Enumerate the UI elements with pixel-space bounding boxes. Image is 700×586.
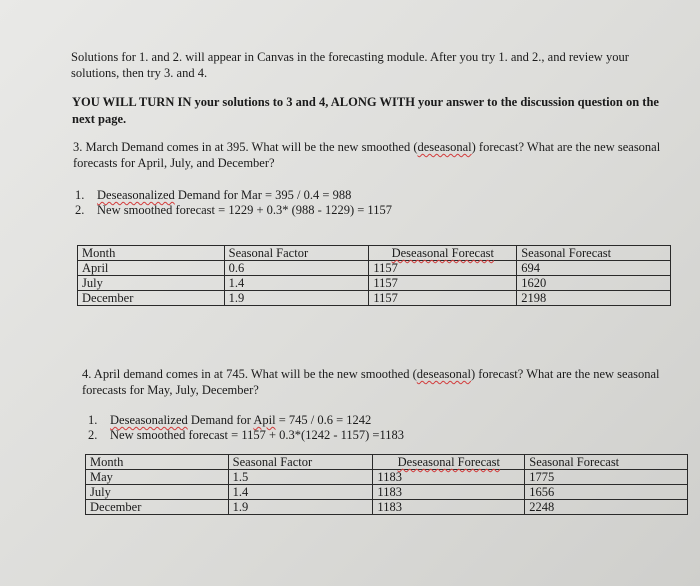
q4-step-1: 1. Deseasonalized Demand for Apil = 745 / 0.6 = 1242 [88, 413, 372, 427]
q3-step-1: 1. Deseasonalized Demand for Mar = 395 / 0.4 = 988 [75, 188, 352, 202]
table-header-cell: Deseasonal Forecast [373, 455, 525, 470]
q4-step-2: 2. New smoothed forecast = 1157 + 0.3*(1242 - 1157) =1183 [88, 428, 405, 442]
intro-line-1: Solutions for 1. and 2. will appear in Canvas in the forecasting module. After you try 1. and 2., and review your [71, 50, 629, 64]
q3-table [77, 245, 671, 306]
q4-prompt-line-2: forecasts for May, July, December? [82, 383, 259, 397]
table-row: December 1.9 1183 2248 [86, 500, 688, 515]
q4-table [85, 454, 688, 515]
table-header-row [78, 246, 671, 261]
notice-line-1: YOU WILL TURN IN your solutions to 3 and 4, ALONG WITH your answer to the discussion question on the [72, 95, 659, 109]
q3-step-2: 2. New smoothed forecast = 1229 + 0.3* (988 - 1229) = 1157 [75, 203, 392, 217]
table-row: July 1.4 1157 1620 [78, 276, 671, 291]
q4-prompt-line-1: 4. April demand comes in at 745. What will be the new smoothed (deseasonal) forecast? What are the new seasonal [82, 367, 660, 381]
table-row: April 0.6 1157 694 [78, 261, 671, 276]
table-header-cell: Seasonal Forecast [525, 455, 688, 470]
spellcheck-word: deseasonal [417, 140, 472, 154]
q3-prompt-line-1: 3. March Demand comes in at 395. What will be the new smoothed (deseasonal) forecast? What are the new seasonal [73, 140, 661, 154]
q3-prompt-line-2: forecasts for April, July, and December? [73, 156, 275, 170]
intro-line-2: solutions, then try 3. and 4. [71, 66, 208, 80]
spellcheck-word: Deseasonalized [110, 413, 188, 427]
spellcheck-word: deseasonal [416, 367, 471, 381]
table-header-cell: Month [78, 246, 225, 261]
table-header-cell: Seasonal Factor [224, 246, 369, 261]
notice-line-2: next page. [72, 112, 127, 126]
spellcheck-word: Apil [253, 413, 276, 427]
table-header-cell: Deseasonal Forecast [369, 246, 517, 261]
table-header-cell: Seasonal Factor [228, 455, 373, 470]
table-header-cell: Seasonal Forecast [517, 246, 671, 261]
table-header-cell: Month [86, 455, 229, 470]
table-row: December 1.9 1157 2198 [78, 291, 671, 306]
table-header-row [86, 455, 688, 470]
table-row: July 1.4 1183 1656 [86, 485, 688, 500]
spellcheck-word: Deseasonalized [97, 188, 175, 202]
table-row: May 1.5 1183 1775 [86, 470, 688, 485]
